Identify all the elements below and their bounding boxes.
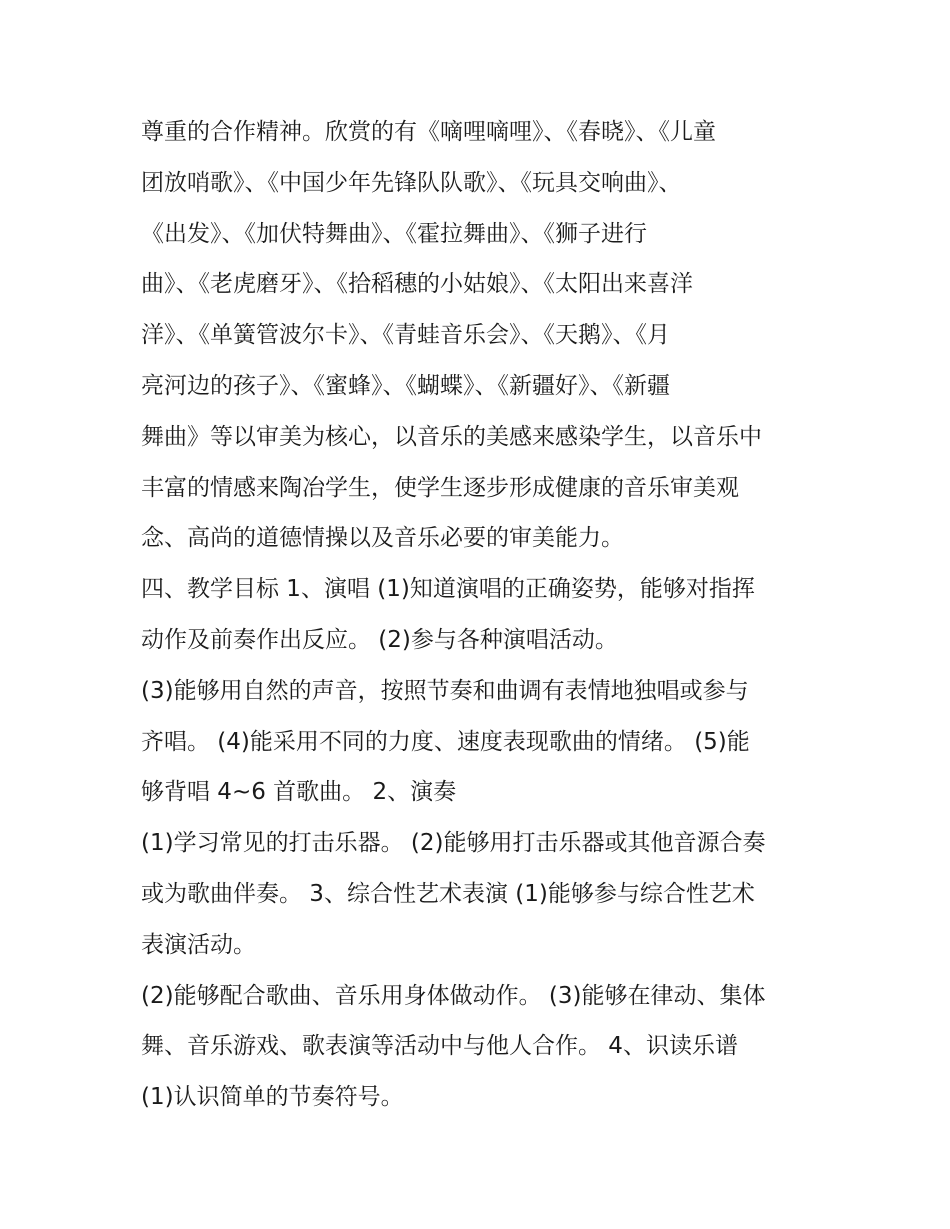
- text-line: (3)能够用自然的声音，按照节奏和曲调有表情地独唱或参与: [141, 677, 749, 704]
- text-line: 丰富的情感来陶冶学生，使学生逐步形成健康的音乐审美观: [141, 474, 739, 501]
- text-line: 《出发》、《加伏特舞曲》、《霍拉舞曲》、《狮子进行: [141, 220, 647, 247]
- text-line: 齐唱。 (4)能采用不同的力度、速度表现歌曲的情绪。 (5)能: [141, 728, 750, 755]
- text-line: 或为歌曲伴奏。 3、综合性艺术表演 (1)能够参与综合性艺术: [141, 880, 755, 907]
- text-line: 尊重的合作精神。欣赏的有《嘀哩嘀哩》、《春晓》、《儿童: [141, 119, 716, 145]
- text-line: 舞、音乐游戏、歌表演等活动中与他人合作。 4、识读乐谱: [141, 1033, 738, 1060]
- text-line: 曲》、《老虎磨牙》、《拾稻穗的小姑娘》、《太阳出来喜洋: [141, 271, 693, 298]
- text-line: (1)学习常见的打击乐器。 (2)能够用打击乐器或其他音源合奏: [141, 830, 766, 857]
- text-line: 亮河边的孩子》、《蜜蜂》、《蝴蝶》、《新疆好》、《新疆: [141, 372, 670, 399]
- text-line: 够背唱 4~6 首歌曲。 2、演奏: [141, 779, 457, 806]
- text-line: (1)认识简单的节奏符号。: [141, 1084, 404, 1111]
- text-line: 念、高尚的道德情操以及音乐必要的审美能力。: [141, 525, 624, 552]
- text-line: 四、教学目标 1、演唱 (1)知道演唱的正确姿势，能够对指挥: [141, 576, 755, 603]
- text-line: 表演活动。: [141, 931, 256, 958]
- text-line: 团放哨歌》、《中国少年先锋队队歌》、《玩具交响曲》、: [141, 169, 682, 196]
- text-line: 动作及前奏作出反应。 (2)参与各种演唱活动。: [141, 626, 618, 653]
- text-line: (2)能够配合歌曲、音乐用身体做动作。 (3)能够在律动、集体: [141, 982, 766, 1009]
- text-line: 舞曲》等以审美为核心，以音乐的美感来感染学生，以音乐中: [141, 423, 762, 450]
- document-body: [141, 107, 821, 1123]
- text-line: 洋》、《单簧管波尔卡》、《青蛙音乐会》、《天鹅》、《月: [141, 322, 670, 349]
